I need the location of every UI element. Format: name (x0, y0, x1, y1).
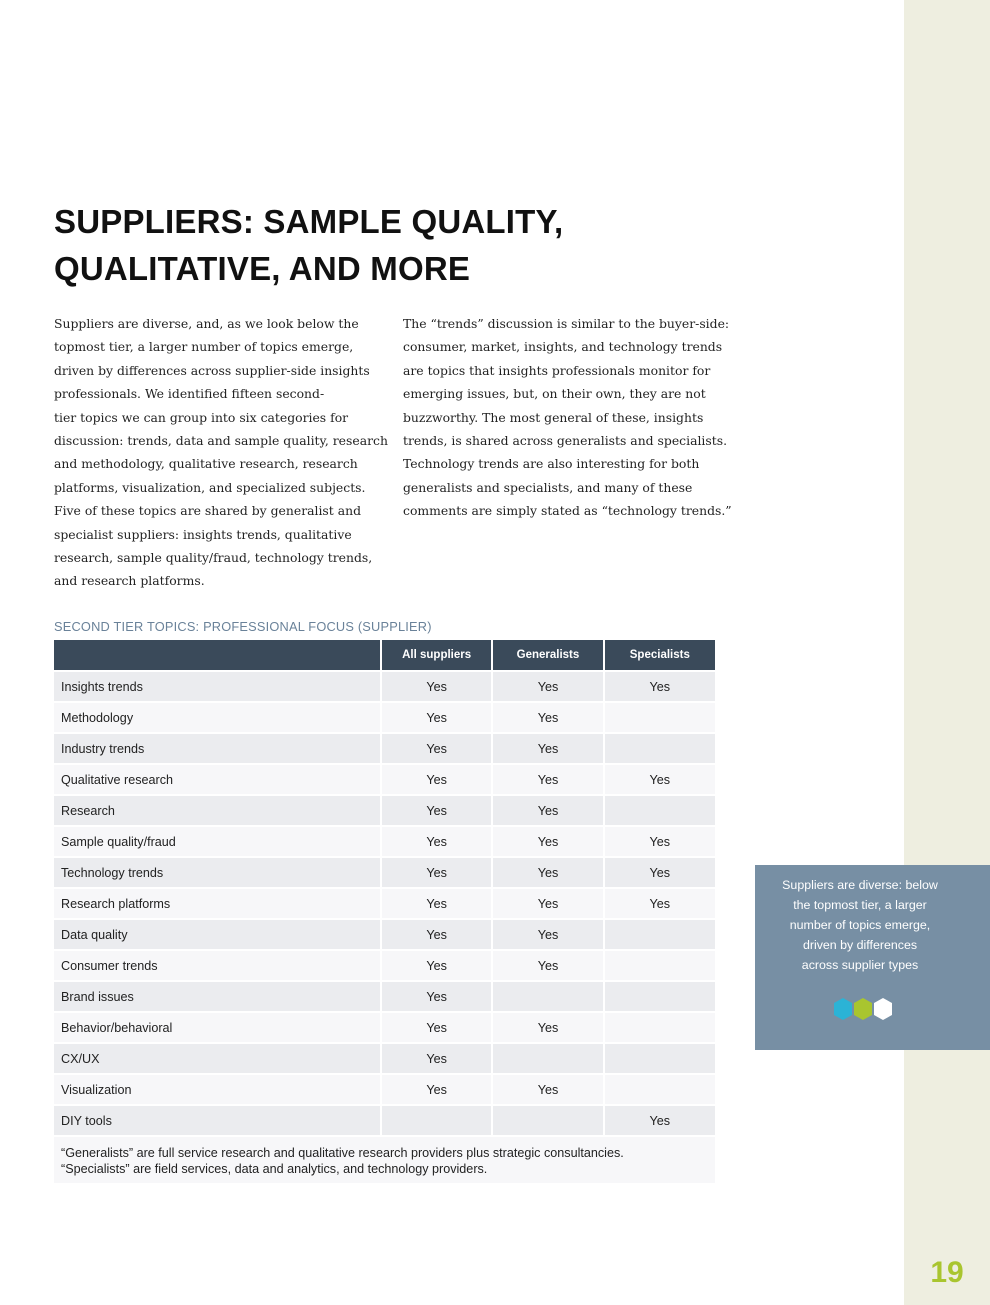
hexagon-icons (833, 997, 897, 1021)
generalists-cell: Yes (492, 1074, 603, 1105)
header-generalists: Generalists (492, 640, 603, 671)
body-line: comments are simply stated as “technology trends.” (403, 503, 732, 519)
callout-text (755, 875, 965, 975)
topic-cell: Technology trends (54, 857, 381, 888)
generalists-cell: Yes (492, 919, 603, 950)
topic-cell: Industry trends (54, 733, 381, 764)
table-row (54, 1012, 715, 1043)
table-row (54, 950, 715, 981)
generalists-cell: Yes (492, 671, 603, 702)
all-suppliers-cell: Yes (381, 981, 492, 1012)
table-row (54, 1105, 715, 1136)
topic-cell: Research (54, 795, 381, 826)
specialists-cell: Yes (604, 857, 715, 888)
specialists-cell (604, 950, 715, 981)
body-line: buzzworthy. The most general of these, insights (403, 409, 704, 425)
all-suppliers-cell: Yes (381, 795, 492, 826)
specialists-cell (604, 981, 715, 1012)
body-line: emerging issues, but, on their own, they are not (403, 386, 706, 402)
table-row (54, 826, 715, 857)
body-line: specialist suppliers: insights trends, qualitative (54, 526, 352, 542)
generalists-cell: Yes (492, 764, 603, 795)
specialists-cell (604, 1012, 715, 1043)
body-line: tier topics we can group into six categories for (54, 409, 349, 425)
specialists-cell (604, 795, 715, 826)
table-row (54, 795, 715, 826)
topic-cell: Qualitative research (54, 764, 381, 795)
specialists-cell (604, 702, 715, 733)
all-suppliers-cell (381, 1105, 492, 1136)
header-all-suppliers: All suppliers (381, 640, 492, 671)
callout-line: the topmost tier, a larger (793, 898, 927, 912)
table-row (54, 702, 715, 733)
all-suppliers-cell: Yes (381, 1043, 492, 1074)
topic-cell: Brand issues (54, 981, 381, 1012)
topic-cell: Consumer trends (54, 950, 381, 981)
callout-box (755, 865, 990, 1050)
body-line: discussion: trends, data and sample quality, research (54, 433, 388, 449)
table-row (54, 888, 715, 919)
table-row (54, 764, 715, 795)
table-note-row (54, 1136, 715, 1183)
body-line: topmost tier, a larger number of topics emerge, (54, 339, 354, 355)
generalists-cell (492, 1105, 603, 1136)
topic-cell: Behavior/behavioral (54, 1012, 381, 1043)
topic-cell: Methodology (54, 702, 381, 733)
hexagon-icon-green (854, 998, 872, 1020)
body-line: Five of these topics are shared by generalist and (54, 503, 362, 519)
page-title (54, 198, 694, 292)
body-line: and research platforms. (54, 573, 205, 589)
body-line: platforms, visualization, and specialized subjects. (54, 479, 366, 495)
generalists-cell: Yes (492, 950, 603, 981)
generalists-cell: Yes (492, 702, 603, 733)
all-suppliers-cell: Yes (381, 1074, 492, 1105)
body-line: generalists and specialists, and many of these (403, 479, 693, 495)
body-line: professionals. We identified fifteen second- (54, 386, 325, 402)
body-line: trends, is shared across generalists and specialists. (403, 433, 728, 449)
specialists-cell (604, 919, 715, 950)
body-line: Technology trends are also interesting for both (403, 456, 700, 472)
body-line: The “trends” discussion is similar to the buyer-side: (403, 316, 730, 331)
table-row (54, 1074, 715, 1105)
body-line: Suppliers are diverse, and, as we look below the (54, 316, 359, 331)
generalists-cell: Yes (492, 826, 603, 857)
body-line: driven by differences across supplier-side insights (54, 362, 370, 378)
hexagon-icon-blue (834, 998, 852, 1020)
title-line: SUPPLIERS: SAMPLE QUALITY, (54, 203, 564, 240)
table-footnote (54, 1136, 715, 1183)
body-line: consumer, market, insights, and technology trends (403, 339, 723, 355)
topic-cell: Research platforms (54, 888, 381, 919)
table-caption: SECOND TIER TOPICS: PROFESSIONAL FOCUS (SUPPLIER) (54, 619, 432, 634)
generalists-cell: Yes (492, 1012, 603, 1043)
specialists-cell: Yes (604, 888, 715, 919)
callout-line: driven by differences (802, 938, 918, 952)
specialists-cell: Yes (604, 826, 715, 857)
callout-line: across supplier types (801, 958, 919, 972)
all-suppliers-cell: Yes (381, 826, 492, 857)
topics-table (54, 640, 715, 1183)
header-specialists: Specialists (604, 640, 715, 671)
table-row (54, 981, 715, 1012)
specialists-cell: Yes (604, 764, 715, 795)
hexagon-icon-white (874, 998, 892, 1020)
body-line: research, sample quality/fraud, technology trends, (54, 550, 373, 566)
body-line: and methodology, qualitative research, research (54, 456, 358, 472)
callout-line: number of topics emerge, (789, 918, 931, 932)
callout-line: Suppliers are diverse: below (782, 878, 938, 892)
specialists-cell (604, 1043, 715, 1074)
topic-cell: Visualization (54, 1074, 381, 1105)
body-line: are topics that insights professionals monitor for (403, 362, 711, 378)
generalists-cell (492, 1043, 603, 1074)
table-row (54, 671, 715, 702)
specialists-cell: Yes (604, 671, 715, 702)
generalists-cell: Yes (492, 795, 603, 826)
body-column-right (403, 312, 733, 523)
header-topic (54, 640, 381, 671)
right-sidebar (904, 0, 990, 1305)
all-suppliers-cell: Yes (381, 702, 492, 733)
topic-cell: CX/UX (54, 1043, 381, 1074)
table-header-row (54, 640, 715, 671)
table-row (54, 733, 715, 764)
specialists-cell: Yes (604, 1105, 715, 1136)
generalists-cell: Yes (492, 857, 603, 888)
specialists-cell (604, 733, 715, 764)
all-suppliers-cell: Yes (381, 733, 492, 764)
all-suppliers-cell: Yes (381, 888, 492, 919)
all-suppliers-cell: Yes (381, 671, 492, 702)
table-row (54, 1043, 715, 1074)
all-suppliers-cell: Yes (381, 857, 492, 888)
footnote-line: “Generalists” are full service research and qualitative research providers plus strategic consultancies. (61, 1146, 624, 1160)
generalists-cell: Yes (492, 888, 603, 919)
table-row (54, 919, 715, 950)
table-row (54, 857, 715, 888)
topic-cell: Sample quality/fraud (54, 826, 381, 857)
body-column-left (54, 312, 388, 593)
topic-cell: Data quality (54, 919, 381, 950)
generalists-cell (492, 981, 603, 1012)
topic-cell: DIY tools (54, 1105, 381, 1136)
all-suppliers-cell: Yes (381, 950, 492, 981)
footnote-line: “Specialists” are field services, data and analytics, and technology providers. (61, 1162, 488, 1176)
page-number: 19 (930, 1256, 964, 1289)
all-suppliers-cell: Yes (381, 1012, 492, 1043)
all-suppliers-cell: Yes (381, 919, 492, 950)
generalists-cell: Yes (492, 733, 603, 764)
topic-cell: Insights trends (54, 671, 381, 702)
all-suppliers-cell: Yes (381, 764, 492, 795)
title-line: QUALITATIVE, AND MORE (54, 250, 471, 287)
specialists-cell (604, 1074, 715, 1105)
